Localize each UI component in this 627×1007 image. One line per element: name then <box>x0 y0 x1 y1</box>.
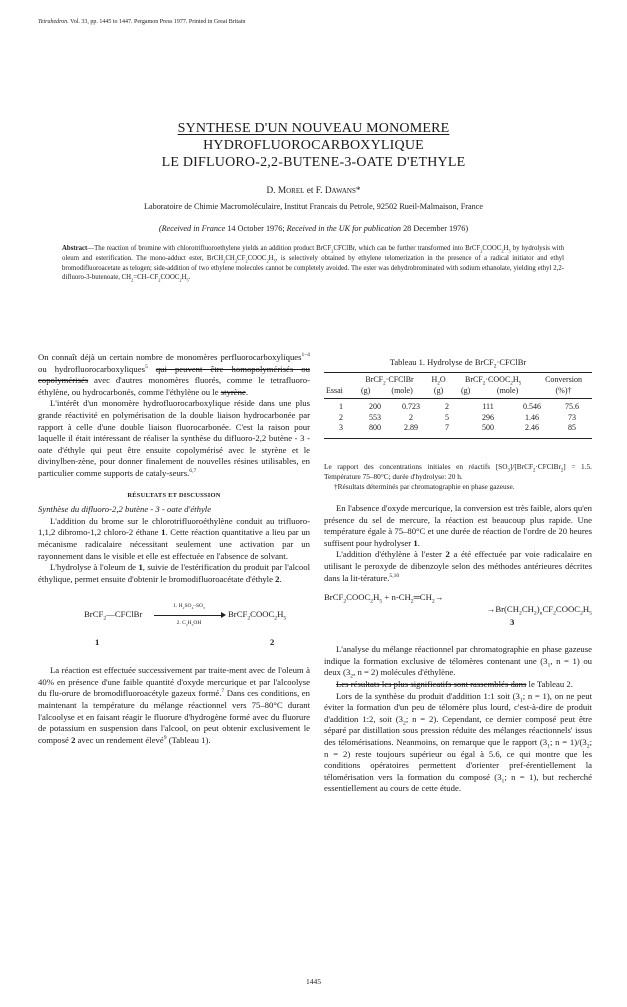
left-column <box>38 352 310 746</box>
title-line-2: HYDROFLUOROCARBOXYLIQUE <box>203 138 424 153</box>
abstract: Abstract—The reaction of bromine with chlorotrifluoroethylene yields an addition product BrCF$_2$CFClBr, which can be further transformed into $BrCF_2COOC_2H_5$ by hydrolysis with oleum and esterification. The mono-adduct ester, $BrCH_2CH_2CF_2COOC_2H_5$, is selectively obtained by ethylene telomerization in the presence of a radical initiator and ethyl bromodifluoroacetate as telogen; side-addition of two ethylene molecules cannot be completely avoided. The ester was dehydrobrominated with sodium ethanolate, yielding ethyl 2,2-difluoro-3-butenoate, $CH_2=CH-CF_2COOC_2H_5$. <box>62 245 565 283</box>
table-row: 2 553 2 5 296 1.46 73 <box>339 412 576 422</box>
table-header-rule <box>324 398 592 399</box>
scheme-condition-1: 1. $H_2SO_4-SO_3$ <box>173 603 205 611</box>
table-body <box>324 402 592 434</box>
table-header-row-1: Essai BrCF$_2$·CFClBr $H_2O$ $BrCF_2\cdot COOC_2H_5$ Conversion <box>326 375 582 395</box>
abstract-label: Abstract <box>62 245 88 252</box>
reaction-scheme-2 <box>324 592 592 636</box>
affiliation: Laboratoire de Chimie Macromoléculaire, Institut Francais du Petrole, 92502 Rueil-Malmaison, France <box>143 202 483 211</box>
received-dates: (Received in France 14 October 1976; Received in the UK for publication 28 December 1976) <box>158 224 469 233</box>
paragraph-reaction: La réaction est effectuée successivement par traite-ment avec de l'oleum à 40% en présence d'une faible quantité d'oxyde mercurique et par l'alcoolyse du flu-orure de bromodifluoroacétyle gazeux formé.$^7$ Dans ces conditions, en maintenant la température du mélange réactionnel vers 75–80°C durant l'alcoolyse et en faisant réagir le fluorure d'hydrogène formé avec du fluorure de potassium en suspension dans l'alcool, on peut obtenir exclusivement le composé 2 avec un rendement élevé$^9$ (Tableau 1). <box>38 665 311 745</box>
paragraph-hydrolysis: L'hydrolyse à l'oleum de 1, suivie de l'estérification du produit par l'alcool éthylique, permet ensuite d'obtenir le bromodifluoroacétate d'éthyle 2. <box>38 562 311 584</box>
scheme-arrow <box>154 615 224 616</box>
title-line-3: LE DIFLUORO-2,2-BUTENE-3-OATE D'ETHYLE <box>161 155 466 170</box>
table-caption: Tableau 1. Hydrolyse de BrCF$_2$·CFClBr <box>389 357 527 370</box>
subsection-title: Synthèse du difluoro-2,2 butène - 3 - oate d'éthyle <box>38 504 212 515</box>
compound-number-1: 1 <box>95 637 100 648</box>
paragraph-interest: L'intérêt d'un monomère hydrofluorocarboxylique réside dans une plus grande réactivité en polymérisation de la double liaison hydrocarbonée par rapport à celle d'une double liaison fluorocarbonée. C'est la raison pour laquelle il était intéressant de réaliser la synthèse du difluoro-2,2 butène - 3 - oate d'éthyle qui peut être ensuite copolymérisé avec le styrène et le divinylben-zène, pour donner finalement de nouvelles résines utilisables, en particulier comme supports de cataly-seurs.$^{6,7}$ <box>38 398 310 478</box>
compound-number-3: 3 <box>510 617 515 628</box>
running-head <box>38 19 245 25</box>
scheme-reactant: BrCF$_2$—CFClBr <box>84 609 143 623</box>
paragraph-ethylene: L'addition d'éthylène à l'ester 2 a été effectuée par voie radicalaire en utilisant le peroxyde de dibenzoyle selon des méthodes antérieures décrites dans la lit-térature.$^{5,10}$ <box>324 549 592 583</box>
journal-name: Tetrahedron. <box>38 19 69 25</box>
equation-line-2: $\to Br(CH_2CH_2)_nCF_2COOC_2H_5$ <box>486 604 592 617</box>
paragraph-intro: On connaît déjà un certain nombre de monomères perfluorocarboxyliques$^{1-4}$ ou hydrofluorocarboxyliques$^5$ qui peuvent être homopolymérisés ou copolymérisés avec d'autres monomères fluorés, comme le tetrafluoro-éthylène, ou hydrocarbonés, comme l'éthylène ou le styrène. <box>38 352 310 397</box>
citation-info: Vol. 33, pp. 1445 to 1447. Pergamon Press 1977. Printed in Great Britain <box>70 19 246 25</box>
table-row: 1 200 0.723 2 111 0.546 75.6 <box>339 402 579 411</box>
page-number: 1445 <box>306 977 321 986</box>
equation-line-1: $BrCF_2COOC_2H_5$ + $n-CH_2═CH_2\to$ <box>324 592 444 605</box>
table-header-row-2: (g) (mole) (g) (g) (mole) (%)† <box>360 385 572 395</box>
scheme-condition-2: 2. $C_2H_5OH$ <box>176 620 202 628</box>
reaction-scheme-1 <box>38 591 310 649</box>
table-footnote: Le rapport des concentrations initiales en réactifs $[SO_3]/[BrCF_2\cdot CFClBr_2] = 1.5$. Température 75–80°C; durée d'hydrolyse: 20 h. †Résultats déterminés par chromatographie en phase gazeuse. <box>324 462 593 491</box>
paragraph-synthesis: Lors de la synthèse du produit d'addition 1:1 soit ($3_1$; n = 1), on ne peut éviter la formation d'un peu de télomère plus lourd, c'est-à-dire de produit d'addition 1:2, soit ($3_2$; n = 2). Cependant, ce dernier composé peut être séparé par distillation sous pression réduite des mélanges réactionnels' issus des télomérisations. Neanmoins, on remarque que le rapport ($3_1$; $n = 1)/(3_2$; n = 2) reste toujours supérieur ou égal à 5.6, ce qui montre que les conditions opératoires permettent d'orienter pref-érentiellement la télomérisation vers la formation du composé ($3_1$; n = 1), but recherché essentiellement au cours de cette étude. <box>324 690 592 794</box>
paragraph-analysis: L'analyse du mélange réactionnel par chromatographie en phase gazeuse indique la formation exclusive de télomères contenant une ($3_1$, n = 1) ou deux ($3_2$, n = 2) molécules d'éthylène. <box>324 644 593 681</box>
authors: D. Morel et F. Dawans* <box>266 186 361 196</box>
paragraph-mercury: En l'absence d'oxyde mercurique, la conversion est très faible, alors qu'en présence du sel de mercure, la réaction est beaucoup plus rapide. Une température égale à 75–80°C et une durée de réaction de l'ordre de 20 heures suffisent pour hydrolyser 1. <box>324 503 592 548</box>
table-1 <box>324 372 592 439</box>
scheme-product: $BrCF_2COOC_2H_5$ <box>228 609 287 623</box>
paragraph-results: Les résultats les plus significatifs sont rassemblés dans le Tableau 2. <box>336 678 573 689</box>
table-top-rule <box>324 372 592 373</box>
table-row: 3 800 2.89 7 500 2.46 85 <box>339 423 576 432</box>
section-heading: RÉSULTATS ET DISCUSSION <box>127 491 221 499</box>
compound-number-2: 2 <box>270 637 275 648</box>
right-column <box>324 503 592 795</box>
paragraph-bromine: L'addition du brome sur le chlorotrifluoroéthylène conduit au trifluoro-1,1,2 dibromo-1,2 chloro-2 éthane 1. Cette réaction quantitative a lieu par un mécanisme radicalaire nécessitant seulement une activation par un rayonnement dans le visible et elle est effectuée en l'absence de solvant. <box>38 515 311 561</box>
title-line-1: SYNTHESE D'UN NOUVEAU MONOMERE <box>177 121 450 136</box>
table-bottom-rule <box>324 438 592 439</box>
scheme-arrowhead <box>221 612 226 618</box>
